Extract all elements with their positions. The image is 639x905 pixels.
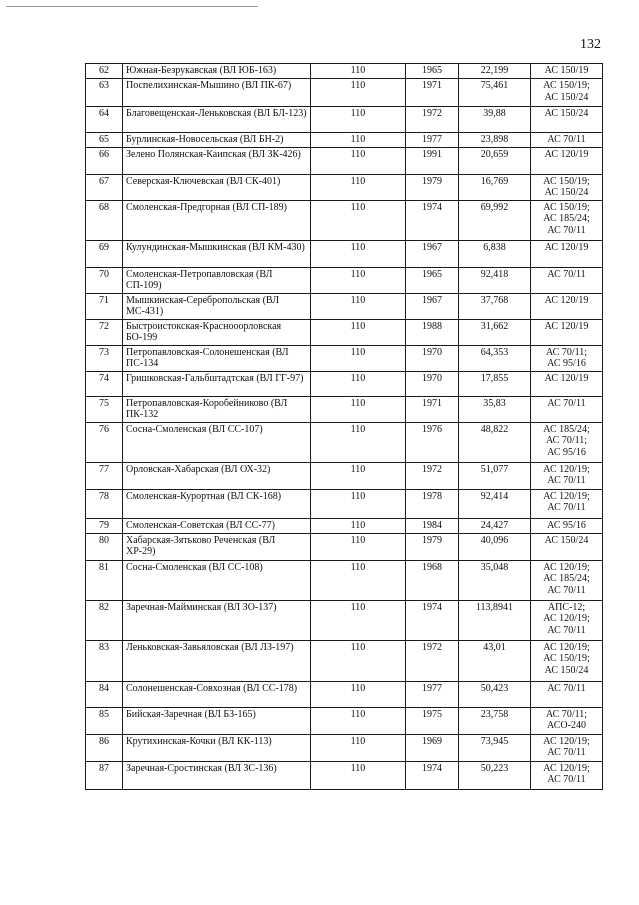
line-name-cell: Смоленская-Предгорная (ВЛ СП-189) [123, 200, 311, 240]
table-row [86, 600, 603, 640]
line-name-cell: Бийская-Заречная (ВЛ БЗ-165) [123, 707, 311, 734]
row-number-cell: 84 [86, 681, 123, 707]
line-name-cell: Орловская-Хабарская (ВЛ ОХ-32) [123, 462, 311, 489]
table-row [86, 422, 603, 462]
year-cell: 1972 [406, 462, 459, 489]
voltage-cell: 110 [311, 107, 406, 133]
row-number-cell: 80 [86, 533, 123, 560]
table-row [86, 147, 603, 174]
voltage-cell: 110 [311, 734, 406, 761]
line-name-cell: Хабарская-Зятьково Реченская (ВЛ ХР-29) [123, 533, 311, 560]
table-row [86, 707, 603, 734]
year-cell: 1970 [406, 371, 459, 396]
year-cell: 1988 [406, 319, 459, 345]
length-cell: 92,418 [459, 267, 531, 293]
wire-type-line: АС 120/19; [543, 561, 590, 573]
wire-type-cell [531, 396, 603, 422]
year-cell: 1979 [406, 174, 459, 200]
wire-type-line: АС 70/11; [545, 346, 588, 358]
table-row [86, 64, 603, 79]
length-cell: 35,83 [459, 396, 531, 422]
year-cell: 1975 [406, 707, 459, 734]
wire-type-line: АС 70/11 [547, 134, 586, 145]
voltage-cell: 110 [311, 533, 406, 560]
row-number-cell: 76 [86, 422, 123, 462]
table-row [86, 734, 603, 761]
line-name-cell: Петропавловская-Коробейниково (ВЛ ПК-132 [123, 396, 311, 422]
length-cell: 113,8941 [459, 600, 531, 640]
wire-type-cell [531, 371, 603, 396]
line-name-cell: Поспелихинская-Мышино (ВЛ ПК-67) [123, 79, 311, 107]
length-cell: 24,427 [459, 518, 531, 533]
wire-type-line: АС 70/11; [545, 435, 588, 446]
wire-type-cell [531, 422, 603, 462]
row-number-cell: 86 [86, 734, 123, 761]
length-cell: 39,88 [459, 107, 531, 133]
year-cell: 1965 [406, 64, 459, 79]
line-name-cell: Южная-Безрукавская (ВЛ ЮБ-163) [123, 64, 311, 79]
line-name-cell: Солонешенская-Совхозная (ВЛ СС-178) [123, 681, 311, 707]
wire-type-line: АС 185/24; [543, 573, 590, 584]
year-cell: 1971 [406, 79, 459, 107]
voltage-cell: 110 [311, 761, 406, 789]
voltage-cell: 110 [311, 489, 406, 518]
row-number-cell: 71 [86, 293, 123, 319]
length-cell: 22,199 [459, 64, 531, 79]
wire-type-cell [531, 640, 603, 681]
table-row [86, 371, 603, 396]
row-number-cell: 75 [86, 396, 123, 422]
line-name-cell: Северская-Ключевская (ВЛ СК-401) [123, 174, 311, 200]
wire-type-cell [531, 533, 603, 560]
length-cell: 17,855 [459, 371, 531, 396]
wire-type-cell [531, 64, 603, 79]
wire-type-line: АС 120/19 [544, 241, 589, 253]
row-number-cell: 70 [86, 267, 123, 293]
length-cell: 16,769 [459, 174, 531, 200]
year-cell: 1978 [406, 489, 459, 518]
wire-type-line: АС 120/19 [544, 294, 589, 306]
line-name-cell: Крутихинская-Кочки (ВЛ КК-113) [123, 734, 311, 761]
table-row [86, 761, 603, 789]
table-row [86, 518, 603, 533]
row-number-cell: 77 [86, 462, 123, 489]
wire-type-cell [531, 518, 603, 533]
voltage-cell: 110 [311, 640, 406, 681]
voltage-cell: 110 [311, 560, 406, 600]
length-cell: 51,077 [459, 462, 531, 489]
wire-type-cell [531, 345, 603, 371]
year-cell: 1972 [406, 107, 459, 133]
wire-type-cell [531, 707, 603, 734]
table-row [86, 396, 603, 422]
wire-type-line: АС 150/19 [544, 65, 589, 76]
row-number-cell: 63 [86, 79, 123, 107]
year-cell: 1991 [406, 147, 459, 174]
line-name-cell: Быстроистокская-Краснооорловская БО-199 [123, 319, 311, 345]
voltage-cell: 110 [311, 319, 406, 345]
length-cell: 48,822 [459, 422, 531, 462]
row-number-cell: 78 [86, 489, 123, 518]
table-body [86, 64, 603, 790]
voltage-cell: 110 [311, 518, 406, 533]
length-cell: 35,048 [459, 560, 531, 600]
row-number-cell: 72 [86, 319, 123, 345]
wire-type-cell [531, 133, 603, 148]
wire-type-cell [531, 267, 603, 293]
voltage-cell: 110 [311, 422, 406, 462]
voltage-cell: 110 [311, 681, 406, 707]
voltage-cell: 110 [311, 462, 406, 489]
wire-type-line: АС 185/24; [543, 213, 590, 224]
year-cell: 1977 [406, 133, 459, 148]
wire-type-line: АС 150/24 [544, 91, 589, 103]
wire-type-line: АС 120/19; [543, 490, 590, 502]
wire-type-line: АС 95/16 [547, 519, 586, 531]
line-name-cell: Зелено Полянская-Каипская (ВЛ ЗК-426) [123, 147, 311, 174]
wire-type-line: АС 120/19 [544, 320, 589, 332]
wire-type-cell [531, 200, 603, 240]
table-row [86, 293, 603, 319]
table-row [86, 200, 603, 240]
length-cell: 37,768 [459, 293, 531, 319]
year-cell: 1979 [406, 533, 459, 560]
wire-type-line: АС 70/11 [547, 624, 586, 636]
wire-type-line: АПС-12; [547, 601, 586, 613]
page-number: 132 [580, 37, 601, 52]
line-name-cell: Благовещенская-Леньковская (ВЛ БЛ-123) [123, 107, 311, 133]
wire-type-line: АС 120/19; [543, 735, 590, 747]
line-name-cell: Смоленская-Курортная (ВЛ СК-168) [123, 489, 311, 518]
line-name-cell: Бурлинская-Новосельская (ВЛ БН-2) [123, 133, 311, 148]
line-name-cell: Смоленская-Советская (ВЛ СС-77) [123, 518, 311, 533]
year-cell: 1967 [406, 293, 459, 319]
length-cell: 64,353 [459, 345, 531, 371]
wire-type-line: АС 150/19; [543, 175, 590, 187]
length-cell: 75,461 [459, 79, 531, 107]
table-row [86, 345, 603, 371]
voltage-cell: 110 [311, 133, 406, 148]
voltage-cell: 110 [311, 147, 406, 174]
wire-type-line: АС 120/19 [544, 148, 589, 160]
wire-type-line: АС 70/11 [547, 747, 586, 758]
length-cell: 31,662 [459, 319, 531, 345]
wire-type-line: АС 150/19; [543, 653, 590, 664]
year-cell: 1965 [406, 267, 459, 293]
table-row [86, 640, 603, 681]
voltage-cell: 110 [311, 200, 406, 240]
power-lines-table [85, 63, 603, 790]
wire-type-line: АС 70/11 [547, 774, 586, 785]
wire-type-line: АС 150/19; [543, 201, 590, 213]
wire-type-cell [531, 600, 603, 640]
line-name-cell: Смоленская-Петропавловская (ВЛ СП-109) [123, 267, 311, 293]
voltage-cell: 110 [311, 267, 406, 293]
wire-type-cell [531, 147, 603, 174]
voltage-cell: 110 [311, 396, 406, 422]
table-row [86, 107, 603, 133]
table-row [86, 79, 603, 107]
year-cell: 1967 [406, 240, 459, 267]
wire-type-cell [531, 681, 603, 707]
row-number-cell: 79 [86, 518, 123, 533]
wire-type-cell [531, 293, 603, 319]
wire-type-line: АС 70/11 [547, 475, 586, 486]
voltage-cell: 110 [311, 64, 406, 79]
wire-type-cell [531, 79, 603, 107]
line-name-cell: Леньковская-Завьяловская (ВЛ ЛЗ-197) [123, 640, 311, 681]
row-number-cell: 85 [86, 707, 123, 734]
wire-type-cell [531, 462, 603, 489]
row-number-cell: 74 [86, 371, 123, 396]
year-cell: 1977 [406, 681, 459, 707]
wire-type-line: АС 120/19; [543, 762, 590, 774]
wire-type-line: АС 70/11 [547, 584, 586, 596]
length-cell: 92,414 [459, 489, 531, 518]
table-row [86, 489, 603, 518]
line-name-cell: Заречная-Сростинская (ВЛ ЗС-136) [123, 761, 311, 789]
wire-type-line: АС 95/16 [547, 358, 586, 369]
voltage-cell: 110 [311, 707, 406, 734]
length-cell: 69,992 [459, 200, 531, 240]
length-cell: 43,01 [459, 640, 531, 681]
table-row [86, 174, 603, 200]
year-cell: 1972 [406, 640, 459, 681]
row-number-cell: 87 [86, 761, 123, 789]
row-number-cell: 83 [86, 640, 123, 681]
wire-type-line: АС 150/24 [544, 534, 589, 546]
line-name-cell: Сосна-Смоленская (ВЛ СС-107) [123, 422, 311, 462]
table-row [86, 240, 603, 267]
table-row [86, 560, 603, 600]
wire-type-line: АС 70/11 [547, 268, 586, 280]
length-cell: 40,096 [459, 533, 531, 560]
wire-type-cell [531, 107, 603, 133]
length-cell: 73,945 [459, 734, 531, 761]
year-cell: 1974 [406, 761, 459, 789]
line-name-cell: Петропавловская-Солонешенская (ВЛ ПС-134 [123, 345, 311, 371]
line-name-cell: Сосна-Смоленская (ВЛ СС-108) [123, 560, 311, 600]
row-number-cell: 68 [86, 200, 123, 240]
row-number-cell: 62 [86, 64, 123, 79]
line-name-cell: Заречная-Майминская (ВЛ ЗО-137) [123, 600, 311, 640]
wire-type-cell [531, 240, 603, 267]
wire-type-line: АС 70/11 [547, 502, 586, 513]
length-cell: 6,838 [459, 240, 531, 267]
wire-type-cell [531, 489, 603, 518]
header-rule [6, 6, 258, 7]
row-number-cell: 82 [86, 600, 123, 640]
table-row [86, 319, 603, 345]
wire-type-line: АС 70/11 [547, 682, 586, 694]
table-row [86, 462, 603, 489]
year-cell: 1984 [406, 518, 459, 533]
voltage-cell: 110 [311, 600, 406, 640]
wire-type-line: АС 120/19 [544, 372, 589, 384]
length-cell: 23,758 [459, 707, 531, 734]
wire-type-line: АСО-240 [547, 720, 586, 731]
wire-type-cell [531, 174, 603, 200]
row-number-cell: 64 [86, 107, 123, 133]
wire-type-line: АС 120/19; [543, 613, 590, 624]
row-number-cell: 69 [86, 240, 123, 267]
line-name-cell: Кулундинская-Мышкинская (ВЛ КМ-430) [123, 240, 311, 267]
voltage-cell: 110 [311, 371, 406, 396]
wire-type-cell [531, 761, 603, 789]
year-cell: 1974 [406, 200, 459, 240]
voltage-cell: 110 [311, 345, 406, 371]
year-cell: 1976 [406, 422, 459, 462]
year-cell: 1974 [406, 600, 459, 640]
voltage-cell: 110 [311, 79, 406, 107]
row-number-cell: 81 [86, 560, 123, 600]
line-name-cell: Мышкинская-Серебропольская (ВЛ МС-431) [123, 293, 311, 319]
voltage-cell: 110 [311, 240, 406, 267]
wire-type-cell [531, 560, 603, 600]
year-cell: 1971 [406, 396, 459, 422]
year-cell: 1969 [406, 734, 459, 761]
wire-type-line: АС 120/19; [543, 641, 590, 653]
wire-type-line: АС 120/19; [543, 463, 590, 475]
table-row [86, 681, 603, 707]
wire-type-line: АС 150/24 [544, 187, 589, 198]
voltage-cell: 110 [311, 293, 406, 319]
row-number-cell: 65 [86, 133, 123, 148]
wire-type-line: АС 70/11 [547, 397, 586, 409]
wire-type-line: АС 70/11 [547, 224, 586, 236]
length-cell: 23,898 [459, 133, 531, 148]
wire-type-line: АС 150/19; [543, 80, 590, 91]
wire-type-line: АС 150/24 [544, 664, 589, 676]
row-number-cell: 66 [86, 147, 123, 174]
table-row [86, 533, 603, 560]
voltage-cell: 110 [311, 174, 406, 200]
wire-type-cell [531, 734, 603, 761]
length-cell: 50,423 [459, 681, 531, 707]
length-cell: 50,223 [459, 761, 531, 789]
line-name-cell: Гришковская-Гальбштадтская (ВЛ ГГ-97) [123, 371, 311, 396]
row-number-cell: 73 [86, 345, 123, 371]
year-cell: 1968 [406, 560, 459, 600]
table-row [86, 133, 603, 148]
length-cell: 20,659 [459, 147, 531, 174]
year-cell: 1970 [406, 345, 459, 371]
table-row [86, 267, 603, 293]
row-number-cell: 67 [86, 174, 123, 200]
wire-type-line: АС 70/11; [545, 708, 588, 720]
wire-type-line: АС 150/24 [544, 108, 589, 119]
wire-type-line: АС 95/16 [547, 446, 586, 458]
wire-type-line: АС 185/24; [543, 423, 590, 435]
wire-type-cell [531, 319, 603, 345]
